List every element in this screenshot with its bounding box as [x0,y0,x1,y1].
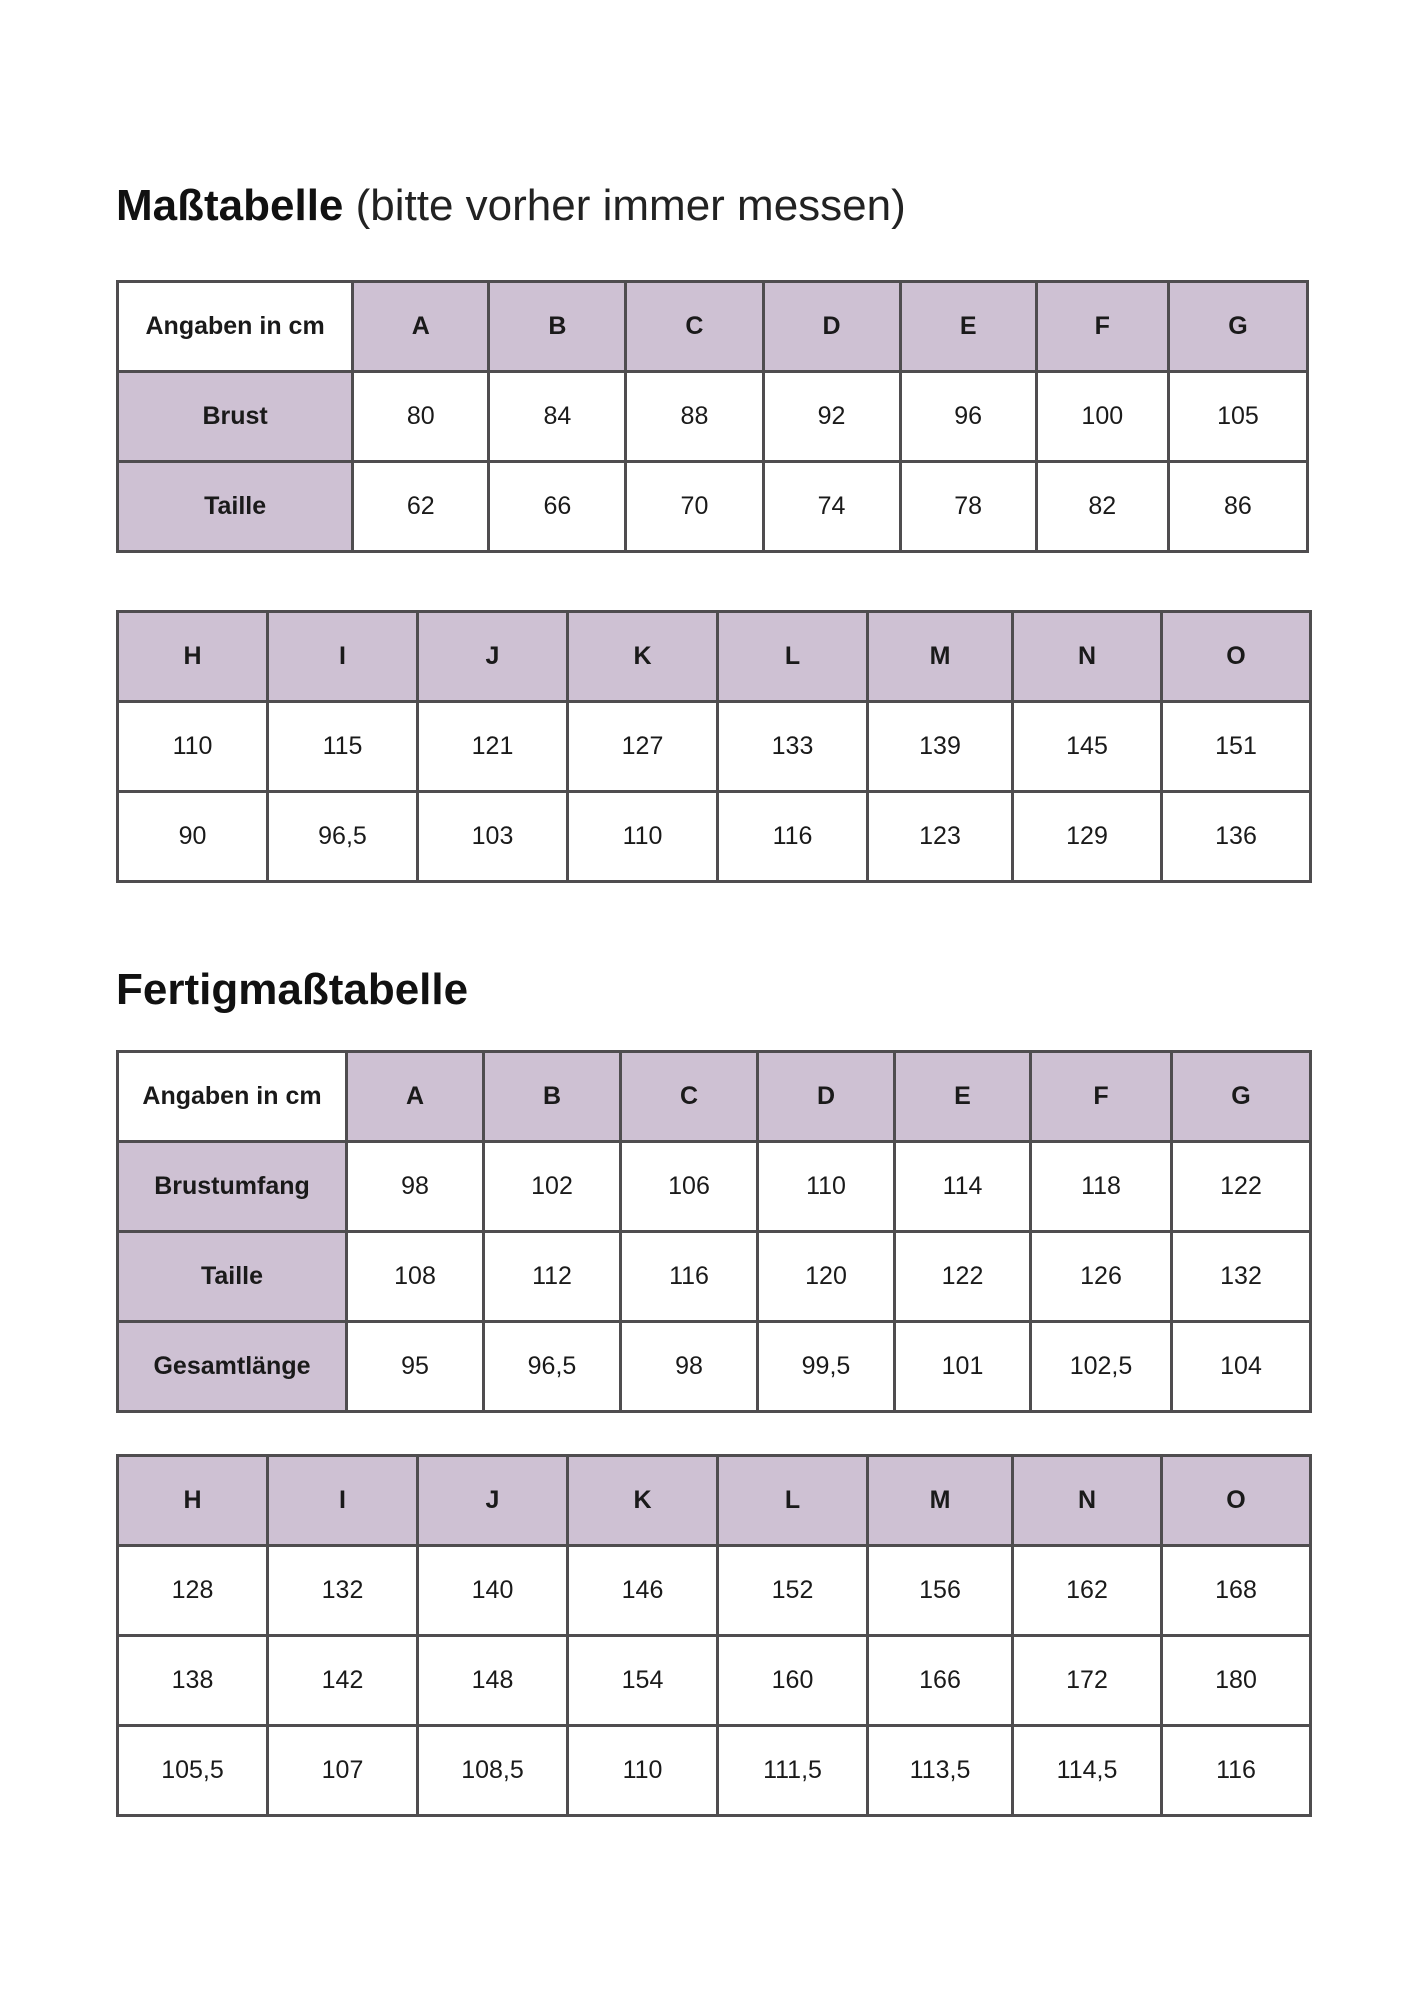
size-header-cell: C [621,1052,758,1142]
value-cell: 86 [1168,462,1307,552]
value-cell: 132 [1172,1232,1311,1322]
value-cell: 114 [895,1142,1031,1232]
body-measurements-table-b [116,610,1312,883]
value-cell: 152 [718,1546,868,1636]
size-header-cell: E [895,1052,1031,1142]
size-header-cell: H [118,612,268,702]
value-cell: 96,5 [484,1322,621,1412]
value-cell: 126 [1031,1232,1172,1322]
value-cell: 110 [118,702,268,792]
value-cell: 116 [621,1232,758,1322]
value-cell: 104 [1172,1322,1311,1412]
finished-measurements-table-b [116,1454,1312,1817]
size-header-cell: D [763,282,900,372]
size-header-cell: D [758,1052,895,1142]
table-row [118,1232,1311,1322]
row-label-cell: Gesamtlänge [118,1322,347,1412]
value-cell: 180 [1162,1636,1311,1726]
value-cell: 78 [900,462,1036,552]
finished-measurements-title [116,964,468,1016]
value-cell: 115 [268,702,418,792]
value-cell: 142 [268,1636,418,1726]
row-label-cell: Taille [118,462,353,552]
table-header-row [118,282,1308,372]
row-label-cell: Brust [118,372,353,462]
row-label-cell: Taille [118,1232,347,1322]
size-header-cell: F [1031,1052,1172,1142]
size-chart-title-bold: Maßtabelle [116,181,344,230]
value-cell: 62 [353,462,489,552]
value-cell: 100 [1036,372,1168,462]
size-header-cell: B [484,1052,621,1142]
value-cell: 102 [484,1142,621,1232]
value-cell: 96 [900,372,1036,462]
size-header-cell: I [268,612,418,702]
value-cell: 101 [895,1322,1031,1412]
size-header-cell: N [1013,1456,1162,1546]
value-cell: 92 [763,372,900,462]
finished-measurements-table-a [116,1050,1312,1413]
value-cell: 108,5 [418,1726,568,1816]
row-label-cell: Brustumfang [118,1142,347,1232]
value-cell: 106 [621,1142,758,1232]
size-header-cell: L [718,1456,868,1546]
size-header-cell: A [353,282,489,372]
value-cell: 105,5 [118,1726,268,1816]
size-header-cell: H [118,1456,268,1546]
size-chart-title [116,180,906,232]
size-header-cell: I [268,1456,418,1546]
size-header-cell: B [489,282,626,372]
value-cell: 114,5 [1013,1726,1162,1816]
size-header-cell: L [718,612,868,702]
value-cell: 111,5 [718,1726,868,1816]
value-cell: 105 [1168,372,1307,462]
table-row [118,1636,1311,1726]
value-cell: 122 [1172,1142,1311,1232]
size-header-cell: K [568,612,718,702]
value-cell: 96,5 [268,792,418,882]
value-cell: 146 [568,1546,718,1636]
table-row [118,1546,1311,1636]
value-cell: 110 [758,1142,895,1232]
table-row [118,1726,1311,1816]
value-cell: 154 [568,1636,718,1726]
finished-measurements-title-bold: Fertigmaßtabelle [116,965,469,1014]
value-cell: 66 [489,462,626,552]
table-row [118,372,1308,462]
value-cell: 84 [489,372,626,462]
value-cell: 128 [118,1546,268,1636]
body-measurements-table-a [116,280,1309,553]
value-cell: 116 [718,792,868,882]
size-header-cell: O [1162,612,1311,702]
size-header-cell: O [1162,1456,1311,1546]
value-cell: 138 [118,1636,268,1726]
value-cell: 102,5 [1031,1322,1172,1412]
size-chart-title-note: (bitte vorher immer messen) [355,181,906,230]
units-corner-cell: Angaben in cm [118,282,353,372]
table-row [118,462,1308,552]
value-cell: 74 [763,462,900,552]
value-cell: 121 [418,702,568,792]
size-header-cell: M [868,612,1013,702]
size-header-cell: C [626,282,763,372]
value-cell: 133 [718,702,868,792]
value-cell: 168 [1162,1546,1311,1636]
table-row [118,1322,1311,1412]
table-row [118,792,1311,882]
value-cell: 123 [868,792,1013,882]
value-cell: 116 [1162,1726,1311,1816]
value-cell: 127 [568,702,718,792]
size-header-cell: E [900,282,1036,372]
value-cell: 80 [353,372,489,462]
value-cell: 82 [1036,462,1168,552]
value-cell: 151 [1162,702,1311,792]
value-cell: 166 [868,1636,1013,1726]
value-cell: 95 [347,1322,484,1412]
value-cell: 108 [347,1232,484,1322]
size-header-cell: G [1172,1052,1311,1142]
size-header-cell: K [568,1456,718,1546]
size-header-cell: J [418,1456,568,1546]
size-header-cell: G [1168,282,1307,372]
value-cell: 110 [568,1726,718,1816]
value-cell: 172 [1013,1636,1162,1726]
value-cell: 112 [484,1232,621,1322]
value-cell: 70 [626,462,763,552]
value-cell: 136 [1162,792,1311,882]
value-cell: 160 [718,1636,868,1726]
value-cell: 140 [418,1546,568,1636]
value-cell: 118 [1031,1142,1172,1232]
table-row [118,1142,1311,1232]
value-cell: 90 [118,792,268,882]
table-header-row [118,1052,1311,1142]
value-cell: 98 [347,1142,484,1232]
value-cell: 132 [268,1546,418,1636]
value-cell: 148 [418,1636,568,1726]
size-header-cell: F [1036,282,1168,372]
value-cell: 145 [1013,702,1162,792]
value-cell: 162 [1013,1546,1162,1636]
value-cell: 98 [621,1322,758,1412]
units-corner-cell: Angaben in cm [118,1052,347,1142]
value-cell: 139 [868,702,1013,792]
value-cell: 110 [568,792,718,882]
value-cell: 103 [418,792,568,882]
size-header-cell: J [418,612,568,702]
value-cell: 107 [268,1726,418,1816]
table-header-row [118,612,1311,702]
value-cell: 113,5 [868,1726,1013,1816]
value-cell: 122 [895,1232,1031,1322]
size-header-cell: A [347,1052,484,1142]
table-header-row [118,1456,1311,1546]
size-header-cell: N [1013,612,1162,702]
size-header-cell: M [868,1456,1013,1546]
value-cell: 156 [868,1546,1013,1636]
table-row [118,702,1311,792]
value-cell: 129 [1013,792,1162,882]
value-cell: 120 [758,1232,895,1322]
value-cell: 88 [626,372,763,462]
value-cell: 99,5 [758,1322,895,1412]
